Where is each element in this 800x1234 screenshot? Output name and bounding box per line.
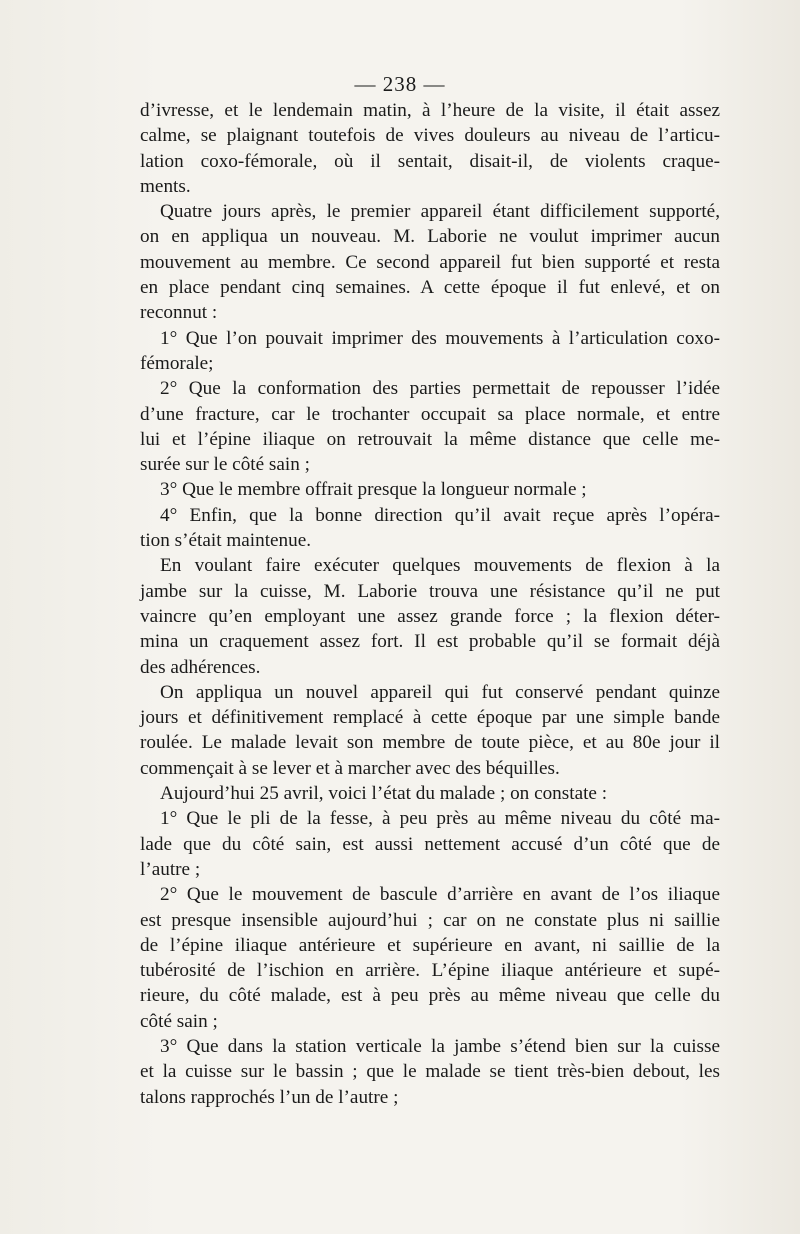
text-line: roulée. Le malade levait son membre de toute pièce, et au 80e jour il — [140, 732, 720, 754]
text-line: mina un craquement assez fort. Il est probable qu’il se formait déjà — [140, 631, 720, 653]
text-line: 4° Enfin, que la bonne direction qu’il avait reçue après l’opéra- — [160, 504, 720, 526]
page-number: — 238 — — [354, 72, 446, 96]
text-line: tion s’était maintenue. — [140, 530, 312, 552]
text-line: d’une fracture, car le trochanter occupait sa place normale, et entre — [140, 403, 720, 425]
text-line: lation coxo-fémorale, où il sentait, disait-il, de violents craque- — [140, 150, 720, 172]
text-line: on en appliqua un nouveau. M. Laborie ne voulut imprimer aucun — [140, 226, 720, 248]
text-line: tubérosité de l’ischion en arrière. L’épine iliaque antérieure et supé- — [140, 960, 720, 982]
text-line: rieure, du côté malade, est à peu près au même niveau que celle du — [140, 985, 720, 1007]
text-line: Quatre jours après, le premier appareil étant difficilement supporté, — [160, 201, 720, 223]
text-line: lade que du côté sain, est aussi nettement accusé d’un côté que de — [140, 833, 720, 855]
text-line: surée sur le côté sain ; — [140, 454, 310, 476]
text-line: 2° Que le mouvement de bascule d’arrière en avant de l’os iliaque — [160, 884, 720, 906]
text-line: mouvement au membre. Ce second appareil fut bien supporté et resta — [140, 251, 720, 273]
text-line: en place pendant cinq semaines. A cette époque il fut enlevé, et on — [140, 277, 720, 299]
text-line: jours et définitivement remplacé à cette époque par une simple bande — [140, 707, 720, 729]
text-line: 3° Que dans la station verticale la jambe s’étend bien sur la cuisse — [160, 1035, 720, 1057]
text-line: fémorale; — [140, 352, 214, 374]
text-line: 3° Que le membre offrait presque la longueur normale ; — [160, 479, 587, 501]
text-line: lui et l’épine iliaque on retrouvait la même distance que celle me- — [140, 428, 720, 450]
text-line: reconnut : — [140, 302, 218, 324]
text-line: côté sain ; — [140, 1010, 218, 1032]
text-line: En voulant faire exécuter quelques mouvements de flexion à la — [160, 555, 720, 577]
text-line: jambe sur la cuisse, M. Laborie trouva une résistance qu’il ne put — [140, 580, 720, 602]
text-line: d’ivresse, et le lendemain matin, à l’heure de la visite, il était assez — [140, 100, 720, 121]
text-line: 2° Que la conformation des parties permettait de repousser l’idée — [160, 378, 720, 400]
text-line: de l’épine iliaque antérieure et supérieure en avant, ni saillie de la — [140, 934, 720, 956]
text-line: talons rapprochés l’un de l’autre ; — [140, 1086, 399, 1108]
text-line: et la cuisse sur le bassin ; que le malade se tient très-bien debout, les — [140, 1061, 720, 1083]
text-line: des adhérences. — [140, 656, 261, 678]
text-line: 1° Que le pli de la fesse, à peu près au même niveau du côté ma- — [160, 808, 720, 830]
text-line: calme, se plaignant toutefois de vives douleurs au niveau de l’articu- — [140, 125, 720, 147]
text-line: l’autre ; — [140, 858, 201, 880]
text-line: vaincre qu’en employant une assez grande force ; la flexion déter- — [140, 605, 720, 627]
text-line: On appliqua un nouvel appareil qui fut conservé pendant quinze — [160, 681, 720, 703]
text-line: est presque insensible aujourd’hui ; car on ne constate plus ni saillie — [140, 909, 720, 931]
text-line: Aujourd’hui 25 avril, voici l’état du malade ; on constate : — [160, 783, 608, 805]
text-line: 1° Que l’on pouvait imprimer des mouvements à l’articulation coxo- — [160, 327, 720, 349]
text-line: ments. — [140, 175, 191, 197]
text-line: commençait à se lever et à marcher avec des béquilles. — [140, 757, 560, 779]
body-text — [140, 98, 720, 1110]
